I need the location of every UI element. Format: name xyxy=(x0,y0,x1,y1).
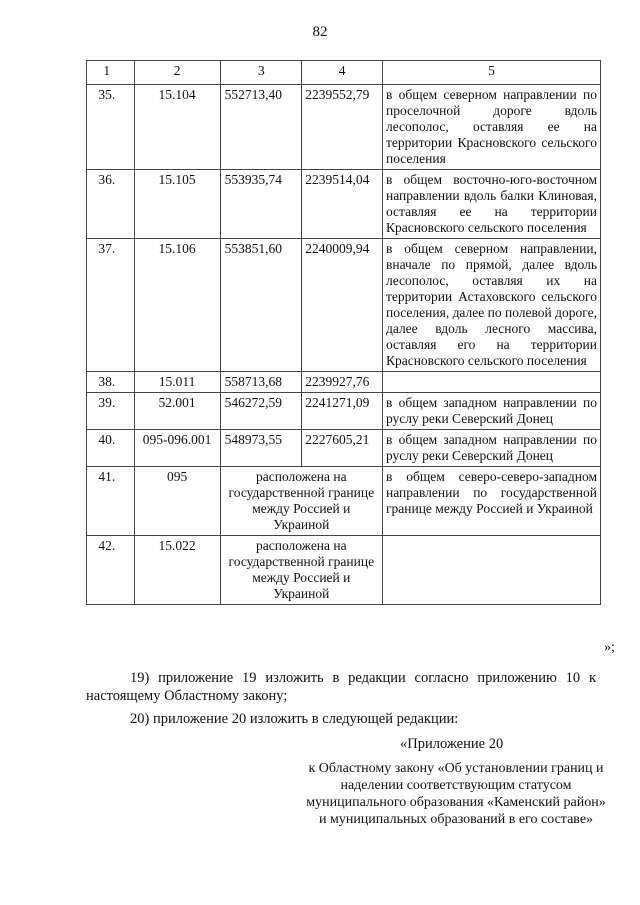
point-code: 095 xyxy=(134,467,220,536)
point-code: 15.022 xyxy=(134,536,220,605)
header-col-4: 4 xyxy=(302,61,383,85)
coord-x: 552713,40 xyxy=(220,85,302,170)
coord-x: 546272,59 xyxy=(220,393,302,430)
row-number: 37. xyxy=(87,239,135,372)
coord-x: 548973,55 xyxy=(220,430,302,467)
header-col-1: 1 xyxy=(87,61,135,85)
coord-y: 2239552,79 xyxy=(302,85,383,170)
point-location: расположена на государственной границе между Россией и Украиной xyxy=(220,467,382,536)
header-col-3: 3 xyxy=(220,61,302,85)
coord-y: 2240009,94 xyxy=(302,239,383,372)
appendix-title: «Приложение 20 xyxy=(400,736,504,752)
coord-y: 2239927,76 xyxy=(302,372,383,393)
point-location: расположена на государственной границе между Россией и Украиной xyxy=(220,536,382,605)
coord-x: 553851,60 xyxy=(220,239,302,372)
table-row xyxy=(87,372,601,393)
table-row xyxy=(87,85,601,170)
paragraph-20: 20) приложение 20 изложить в следующей редакции: xyxy=(130,711,459,727)
point-code: 15.106 xyxy=(134,239,220,372)
appendix-caption: к Областному закону «Об установлении границ и наделении соответствующим статусом муниципального образования «Каменский район» и муниципальных образований в его составе» xyxy=(306,761,606,827)
row-number: 36. xyxy=(87,170,135,239)
point-code: 15.011 xyxy=(134,372,220,393)
boundary-description: в общем западном направлении по руслу реки Северский Донец xyxy=(382,430,600,467)
boundary-points-table xyxy=(86,60,601,605)
header-col-5: 5 xyxy=(382,61,600,85)
boundary-description: в общем западном направлении по руслу реки Северский Донец xyxy=(382,393,600,430)
row-number: 41. xyxy=(87,467,135,536)
coord-x: 553935,74 xyxy=(220,170,302,239)
point-code: 15.105 xyxy=(134,170,220,239)
page-number: 82 xyxy=(312,24,328,40)
row-number: 35. xyxy=(87,85,135,170)
boundary-description: в общем северо-северо-западном направлении по государственной границе между Россией и Украиной xyxy=(382,467,600,536)
table-row xyxy=(87,430,601,467)
boundary-description xyxy=(382,536,600,605)
boundary-description: в общем северном направлении по проселочной дороге вдоль лесополос, оставляя ее на территории Красновского сельского поселения xyxy=(382,85,600,170)
coord-y: 2227605,21 xyxy=(302,430,383,467)
table-row xyxy=(87,536,601,605)
table-row xyxy=(87,170,601,239)
coord-y: 2241271,09 xyxy=(302,393,383,430)
coord-y: 2239514,04 xyxy=(302,170,383,239)
paragraph-19: 19) приложение 19 изложить в редакции согласно приложению 10 к настоящему Областному закону; xyxy=(86,670,596,704)
row-number: 38. xyxy=(87,372,135,393)
table-header-row xyxy=(87,61,601,85)
boundary-description: в общем северном направлении, вначале по прямой, далее вдоль лесополос, оставляя их на территории Астаховского сельского поселения, далее по полевой дороге, далее вдоль лесного массива, оставляя его на территории Красновского сельского поселения xyxy=(382,239,600,372)
row-number: 42. xyxy=(87,536,135,605)
point-code: 095-096.001 xyxy=(134,430,220,467)
boundary-description: в общем восточно-юго-восточном направлении вдоль балки Клиновая, оставляя ее на территории Красновского сельского поселения xyxy=(382,170,600,239)
quote-end-mark: »; xyxy=(604,640,615,655)
point-code: 15.104 xyxy=(134,85,220,170)
row-number: 40. xyxy=(87,430,135,467)
row-number: 39. xyxy=(87,393,135,430)
header-col-2: 2 xyxy=(134,61,220,85)
table-row xyxy=(87,467,601,536)
table-row xyxy=(87,239,601,372)
table-row xyxy=(87,393,601,430)
boundary-description xyxy=(382,372,600,393)
point-code: 52.001 xyxy=(134,393,220,430)
coord-x: 558713,68 xyxy=(220,372,302,393)
